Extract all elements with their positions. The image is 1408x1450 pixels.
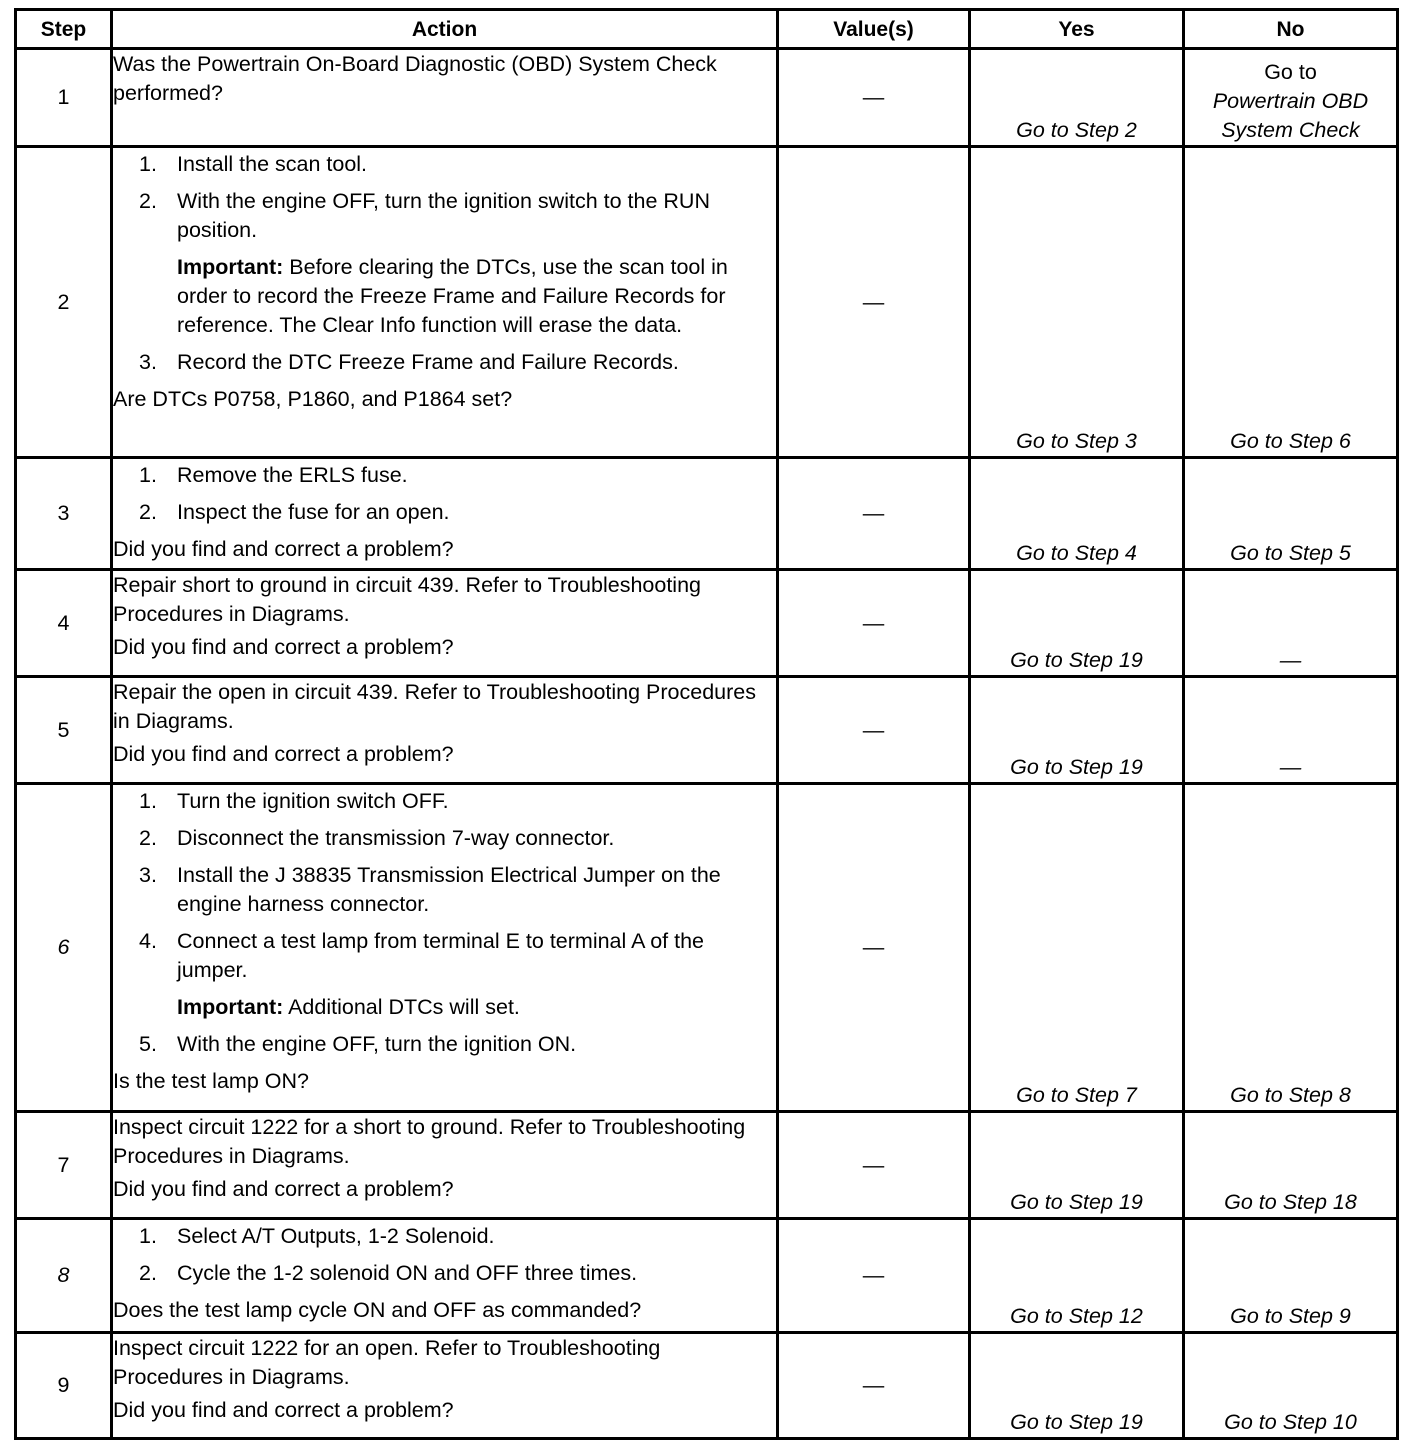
list-item: 3. Record the DTC Freeze Frame and Failure Records. xyxy=(139,350,679,374)
table-row xyxy=(16,784,1398,1112)
list-item: 1. Install the scan tool. xyxy=(139,152,368,176)
no-cell: — xyxy=(1184,677,1398,784)
no-cell: Go to Step 8 xyxy=(1184,784,1398,1112)
action-text: Repair short to ground in circuit 439. Refer to Troubleshooting Procedures in Diagrams. xyxy=(113,573,701,626)
action-text: Repair the open in circuit 439. Refer to Troubleshooting Procedures in Diagrams. xyxy=(113,680,756,733)
list-item: 2. Disconnect the transmission 7-way connector. xyxy=(139,826,615,850)
yes-cell: Go to Step 2 xyxy=(970,49,1184,147)
step-number: 7 xyxy=(16,1112,112,1219)
value-cell: — xyxy=(778,1219,970,1333)
list-item: 1. Turn the ignition switch OFF. xyxy=(139,789,449,813)
action-cell xyxy=(112,784,778,1112)
table-row xyxy=(16,1219,1398,1333)
value-cell: — xyxy=(778,458,970,570)
step-number: 3 xyxy=(16,458,112,570)
value-cell: — xyxy=(778,570,970,677)
step-number: 9 xyxy=(16,1333,112,1439)
step-number: 6 xyxy=(16,784,112,1112)
list-item: 2. With the engine OFF, turn the ignition switch to the RUN position. xyxy=(139,189,710,242)
yes-cell: Go to Step 12 xyxy=(970,1219,1184,1333)
step-number: 5 xyxy=(16,677,112,784)
header-yes: Yes xyxy=(970,10,1184,49)
list-item: 3. Install the J 38835 Transmission Electrical Jumper on the engine harness connector. xyxy=(139,863,721,916)
step-number: 2 xyxy=(16,147,112,458)
header-action: Action xyxy=(112,10,778,49)
table-row xyxy=(16,147,1398,458)
value-cell: — xyxy=(778,147,970,458)
action-cell xyxy=(112,147,778,458)
diagnostic-table xyxy=(14,8,1399,1440)
action-text: Was the Powertrain On-Board Diagnostic (OBD) System Check performed? xyxy=(113,52,717,105)
yes-cell: Go to Step 19 xyxy=(970,1333,1184,1439)
header-row xyxy=(16,10,1398,49)
yes-cell: Go to Step 7 xyxy=(970,784,1184,1112)
step-number: 1 xyxy=(16,49,112,147)
diagnostic-page xyxy=(14,8,1396,1440)
no-cell: Go to Step 6 xyxy=(1184,147,1398,458)
header-step: Step xyxy=(16,10,112,49)
yes-cell: Go to Step 19 xyxy=(970,1112,1184,1219)
no-cell: Go to Step 9 xyxy=(1184,1219,1398,1333)
action-cell xyxy=(112,1112,778,1219)
question-text: Did you find and correct a problem? xyxy=(113,537,454,561)
table-row xyxy=(16,1333,1398,1439)
header-no: No xyxy=(1184,10,1398,49)
table-row xyxy=(16,1112,1398,1219)
important-note: Important: Before clearing the DTCs, use the scan tool in order to record the Freeze Frame and Failure Records for reference. The Clear Info function will erase the data. xyxy=(177,255,728,337)
action-cell xyxy=(112,1219,778,1333)
action-cell xyxy=(112,1333,778,1439)
question-text: Did you find and correct a problem? xyxy=(113,742,454,766)
value-cell: — xyxy=(778,1112,970,1219)
list-item: 2. Cycle the 1-2 solenoid ON and OFF three times. xyxy=(139,1261,638,1285)
action-cell xyxy=(112,458,778,570)
no-cell: Go to Step 10 xyxy=(1184,1333,1398,1439)
table-row xyxy=(16,677,1398,784)
list-item: 1. Select A/T Outputs, 1-2 Solenoid. xyxy=(139,1224,495,1248)
question-text: Did you find and correct a problem? xyxy=(113,1177,454,1201)
header-value: Value(s) xyxy=(778,10,970,49)
table-row xyxy=(16,458,1398,570)
action-cell xyxy=(112,570,778,677)
no-cell xyxy=(1184,49,1398,147)
list-item: 2. Inspect the fuse for an open. xyxy=(139,500,450,524)
action-cell xyxy=(112,677,778,784)
list-item: 5. With the engine OFF, turn the ignition ON. xyxy=(139,1032,577,1056)
yes-cell: Go to Step 4 xyxy=(970,458,1184,570)
action-text: Inspect circuit 1222 for a short to ground. Refer to Troubleshooting Procedures in Diagrams. xyxy=(113,1115,746,1168)
question-text: Does the test lamp cycle ON and OFF as commanded? xyxy=(113,1298,642,1322)
no-target: Powertrain OBD System Check xyxy=(1212,89,1369,142)
question-text: Are DTCs P0758, P1860, and P1864 set? xyxy=(113,387,513,411)
value-cell: — xyxy=(778,49,970,147)
no-prefix: Go to xyxy=(1264,60,1317,84)
yes-cell: Go to Step 19 xyxy=(970,677,1184,784)
yes-cell: Go to Step 3 xyxy=(970,147,1184,458)
list-item: 4. Connect a test lamp from terminal E to terminal A of the jumper. xyxy=(139,929,704,982)
yes-cell: Go to Step 19 xyxy=(970,570,1184,677)
action-text: Inspect circuit 1222 for an open. Refer to Troubleshooting Procedures in Diagrams. xyxy=(113,1336,661,1389)
table-row xyxy=(16,570,1398,677)
table-row xyxy=(16,49,1398,147)
step-number: 8 xyxy=(16,1219,112,1333)
question-text: Is the test lamp ON? xyxy=(113,1069,309,1093)
list-item: 1. Remove the ERLS fuse. xyxy=(139,463,408,487)
no-cell: — xyxy=(1184,570,1398,677)
no-cell: Go to Step 18 xyxy=(1184,1112,1398,1219)
no-cell: Go to Step 5 xyxy=(1184,458,1398,570)
step-number: 4 xyxy=(16,570,112,677)
value-cell: — xyxy=(778,677,970,784)
question-text: Did you find and correct a problem? xyxy=(113,1398,454,1422)
action-cell xyxy=(112,49,778,147)
question-text: Did you find and correct a problem? xyxy=(113,635,454,659)
value-cell: — xyxy=(778,784,970,1112)
important-note: Important: Additional DTCs will set. xyxy=(177,995,520,1019)
value-cell: — xyxy=(778,1333,970,1439)
